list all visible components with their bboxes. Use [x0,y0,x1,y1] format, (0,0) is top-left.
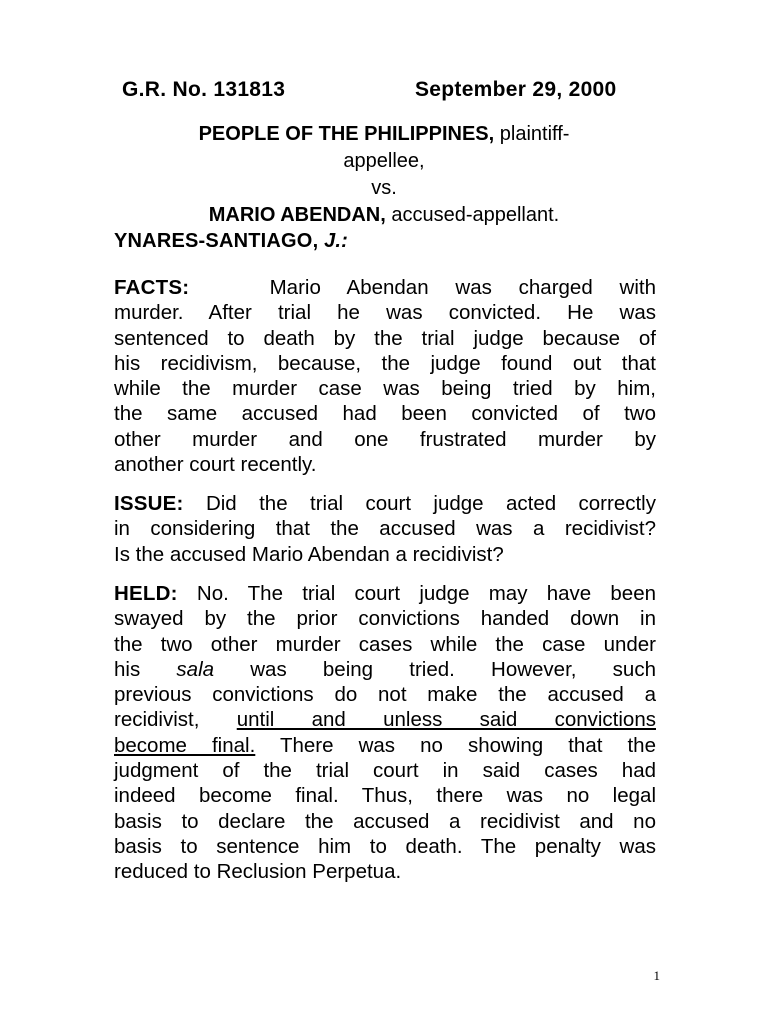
case-number: G.R. No. 131813 [122,78,286,101]
held-line-4 [114,657,656,682]
held-text-7b: There was no showing that the [279,733,656,757]
ponente [114,229,656,254]
held-line-2: swayed by the prior convictions handed down in [114,607,656,631]
facts-label: FACTS: [114,276,190,299]
facts-line-1 [114,275,656,300]
case-header [122,78,652,102]
underlined-finality-clause-1: until and unless said convictions [236,708,656,732]
plaintiff-name: PEOPLE OF THE PHILIPPINES, [198,123,495,145]
held-text-1: No. The trial court judge may have been [196,582,656,605]
facts-line-6: the same accused had been convicted of two [114,402,656,426]
facts-line-5: while the murder case was being tried by him, [114,377,656,401]
accused-name: MARIO ABENDAN, [208,204,386,226]
facts-line-2: murder. After trial he was convicted. He was [114,301,656,325]
issue-line-3: Is the accused Mario Abendan a recidivist? [114,542,504,566]
held-line-6 [114,707,656,732]
held-line-1 [114,581,656,606]
caption-line-4 [114,202,654,229]
held-line-5: previous convictions do not make the accused a [114,683,656,707]
held-text-6a: recidivist, [114,708,200,732]
held-line-8: judgment of the trial court in said cases had [114,759,656,783]
ponente-name: YNARES-SANTIAGO, [114,230,319,252]
plaintiff-role-part-1: plaintiff- [499,123,570,145]
held-line-3: the two other murder cases while the case under [114,632,656,656]
underlined-finality-clause-2: become final. [114,733,256,757]
facts-section [114,275,656,477]
held-line-10: basis to declare the accused a recidivist and no [114,809,656,833]
held-text-4b: was being tried. However, such [250,657,656,681]
held-text-4a: his [114,657,141,681]
caption-line-1 [114,121,654,148]
sala-term: sala [176,657,215,681]
issue-section [114,491,656,567]
held-label: HELD: [114,582,178,605]
accused-role: accused-appellant. [391,204,560,226]
held-line-11: basis to sentence him to death. The penalty was [114,834,656,858]
plaintiff-role-part-2: appellee, [343,150,425,172]
page-number: 1 [653,968,660,983]
versus: vs. [371,177,397,199]
held-section [114,581,656,885]
decision-date: September 29, 2000 [415,78,617,101]
facts-line-3: sentenced to death by the trial judge because of [114,326,656,350]
case-caption [114,121,654,229]
issue-text-1: Did the trial court judge acted correctly [205,492,656,515]
held-line-9: indeed become final. Thus, there was no legal [114,784,656,808]
facts-line-4: his recidivism, because, the judge found out that [114,351,656,375]
facts-text-1: Mario Abendan was charged with [269,276,656,299]
facts-line-8: another court recently. [114,453,317,477]
facts-line-7: other murder and one frustrated murder by [114,427,656,451]
held-line-12: reduced to Reclusion Perpetua. [114,860,402,884]
held-line-7 [114,733,656,758]
ponente-title: J.: [324,230,349,252]
issue-line-1 [114,491,656,516]
issue-line-2: in considering that the accused was a recidivist? [114,517,656,541]
issue-label: ISSUE: [114,492,184,515]
